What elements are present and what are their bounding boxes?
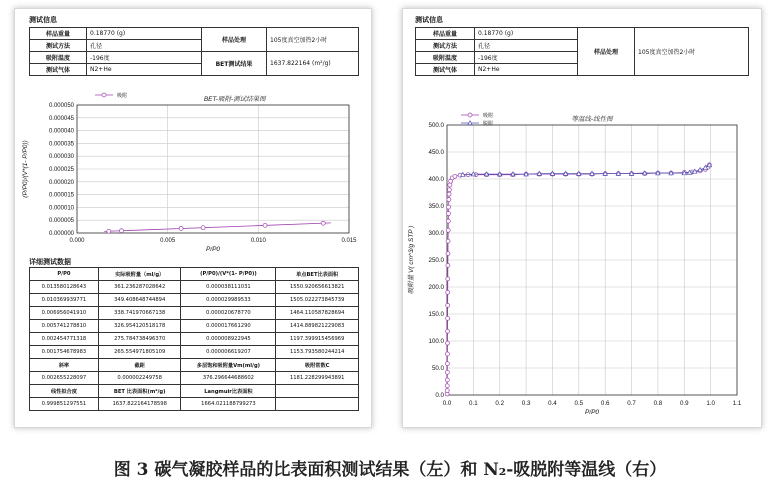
data-point bbox=[446, 239, 450, 243]
x-tick-label: 0.010 bbox=[250, 238, 266, 244]
summary-cell: Langmuir比表面积 bbox=[181, 385, 276, 398]
table-row bbox=[30, 346, 359, 359]
table-cell: 0.000008922945 bbox=[181, 333, 276, 346]
legend-marker bbox=[468, 113, 472, 117]
summary-cell: 0.000002249758 bbox=[98, 372, 181, 385]
x-tick-label: 1.1 bbox=[732, 400, 742, 407]
legend-label: 吸附 bbox=[117, 93, 128, 99]
detail-header-2: (P/P0)/(V*(1- P/P0)) bbox=[181, 268, 276, 281]
y-tick-label: 100.0 bbox=[428, 338, 444, 345]
summary-cell: 线性拟合度 bbox=[30, 385, 99, 398]
y-tick-label: 350.0 bbox=[428, 203, 444, 210]
y-tick-label: 300.0 bbox=[428, 230, 444, 237]
table-cell: 1550.920656613821 bbox=[276, 281, 359, 294]
detail-table bbox=[29, 267, 359, 411]
y-tick-label: 400.0 bbox=[428, 176, 444, 183]
x-tick-label: 0.7 bbox=[627, 400, 636, 407]
x-tick-label: 0.000 bbox=[69, 238, 85, 244]
y-tick-label: 0.000050 bbox=[48, 103, 74, 109]
y-tick-label: 500.0 bbox=[428, 122, 444, 129]
y-axis-label: (P/P0)/(V*(1- P/P0)) bbox=[22, 140, 29, 198]
temp-value: -196度 bbox=[475, 52, 578, 64]
method-label: 测试方法 bbox=[416, 40, 475, 52]
method-label: 测试方法 bbox=[30, 40, 87, 52]
chart-title: 等温线-线性图 bbox=[571, 116, 613, 123]
data-point bbox=[446, 219, 450, 223]
y-tick-label: 0.000035 bbox=[48, 141, 74, 148]
detail-header-1: 实际吸附量（ml/g） bbox=[98, 268, 181, 281]
summary-cell: 376.296644688602 bbox=[181, 372, 276, 385]
data-point bbox=[446, 212, 450, 216]
table-cell: 0.000020678770 bbox=[181, 307, 276, 320]
x-tick-label: 0.9 bbox=[679, 400, 689, 407]
treat-value: 105度真空加热2小时 bbox=[267, 28, 359, 52]
gas-label: 测试气体 bbox=[30, 64, 87, 76]
series-line-0 bbox=[447, 165, 709, 394]
y-tick-label: 250.0 bbox=[428, 257, 444, 264]
x-tick-label: 1.0 bbox=[706, 400, 715, 407]
data-point bbox=[263, 223, 267, 227]
gas-value: N2+He bbox=[87, 64, 202, 76]
table-cell: 338.741970667138 bbox=[98, 307, 181, 320]
fit-line bbox=[104, 223, 331, 231]
table-cell: 0.010369939771 bbox=[30, 294, 99, 307]
table-cell: 0.000006619207 bbox=[181, 346, 276, 359]
table-cell: 0.000017661290 bbox=[181, 320, 276, 333]
figure-caption: 图 3 碳气凝胶样品的比表面积测试结果（左）和 N₂-吸脱附等温线（右） bbox=[113, 460, 667, 480]
summary-cell: 吸附常数C bbox=[276, 359, 359, 372]
table-row bbox=[30, 307, 359, 320]
data-point bbox=[445, 378, 449, 382]
y-tick-label: 0.000010 bbox=[48, 205, 74, 212]
summary-cell: 0.999851297551 bbox=[30, 398, 99, 411]
x-tick-label: 0.015 bbox=[341, 238, 357, 244]
x-tick-label: 0.8 bbox=[653, 400, 663, 407]
mass-value: 0.18770 (g) bbox=[87, 28, 202, 40]
table-row bbox=[30, 294, 359, 307]
bet-label: BET测试结果 bbox=[202, 52, 267, 76]
gas-value: N2+He bbox=[475, 64, 578, 76]
mass-label: 样品重量 bbox=[416, 28, 475, 40]
treat-label: 样品处理 bbox=[202, 28, 267, 52]
temp-label: 吸附温度 bbox=[30, 52, 87, 64]
table-row bbox=[30, 281, 359, 294]
method-value: 孔径 bbox=[87, 40, 202, 52]
data-point bbox=[445, 352, 449, 356]
chart-title: BET-吸附-测试结果图 bbox=[203, 96, 266, 103]
summary-cell: 斜率 bbox=[30, 359, 99, 372]
summary-cell: 1181.228299943891 bbox=[276, 372, 359, 385]
y-tick-label: 200.0 bbox=[428, 284, 444, 291]
data-point bbox=[446, 329, 450, 333]
temp-label: 吸附温度 bbox=[416, 52, 475, 64]
gas-label: 测试气体 bbox=[416, 64, 475, 76]
summary-row bbox=[30, 385, 359, 398]
right-report-panel bbox=[402, 8, 762, 428]
x-tick-label: 0.1 bbox=[469, 400, 478, 407]
y-tick-label: 0.000000 bbox=[48, 231, 74, 237]
summary-row bbox=[30, 359, 359, 372]
summary-cell: 1637.822164178598 bbox=[98, 398, 181, 411]
right-info-title: 测试信息 bbox=[415, 16, 443, 24]
data-point bbox=[179, 226, 183, 230]
x-tick-label: 0.2 bbox=[495, 400, 505, 407]
mass-value: 0.18770 (g) bbox=[475, 28, 578, 40]
table-cell: 265.554971805109 bbox=[98, 346, 181, 359]
table-row bbox=[30, 320, 359, 333]
data-point bbox=[447, 198, 451, 202]
data-point bbox=[120, 229, 124, 233]
table-cell: 0.006956041910 bbox=[30, 307, 99, 320]
data-point bbox=[445, 389, 449, 393]
legend-label: 吸附 bbox=[483, 113, 494, 119]
detail-header-0: P/P0 bbox=[30, 268, 99, 281]
right-info-table bbox=[415, 27, 749, 76]
data-point bbox=[446, 341, 450, 345]
data-point bbox=[107, 229, 111, 233]
x-tick-label: 0.5 bbox=[574, 400, 584, 407]
summary-row bbox=[30, 372, 359, 385]
detail-title: 详细测试数据 bbox=[29, 258, 71, 266]
summary-cell: 1664.021188799273 bbox=[181, 398, 276, 411]
mass-label: 样品重量 bbox=[30, 28, 87, 40]
x-axis-label: P/P0 bbox=[584, 409, 600, 416]
y-tick-label: 0.000040 bbox=[48, 128, 74, 135]
y-tick-label: 0.000020 bbox=[48, 179, 74, 186]
table-cell: 1197.399915456969 bbox=[276, 333, 359, 346]
table-cell: 1414.889821229083 bbox=[276, 320, 359, 333]
table-cell: 1505.022273845739 bbox=[276, 294, 359, 307]
data-point bbox=[446, 263, 450, 267]
bet-value: 1637.822164 (m²/g) bbox=[267, 52, 359, 76]
table-cell: 0.000038111031 bbox=[181, 281, 276, 294]
treat-label: 样品处理 bbox=[578, 28, 635, 76]
table-cell: 349.408648744894 bbox=[98, 294, 181, 307]
data-point bbox=[445, 370, 449, 374]
table-cell: 1464.110587828694 bbox=[276, 307, 359, 320]
summary-cell bbox=[276, 385, 359, 398]
left-info-title: 测试信息 bbox=[29, 16, 57, 24]
summary-cell: BET 比表面积(m²/g) bbox=[98, 385, 181, 398]
data-point bbox=[448, 183, 452, 187]
data-point bbox=[446, 252, 450, 256]
data-point bbox=[447, 188, 451, 192]
summary-cell: 截距 bbox=[98, 359, 181, 372]
data-point bbox=[447, 205, 451, 209]
data-point bbox=[321, 221, 325, 225]
table-cell: 0.002454771318 bbox=[30, 333, 99, 346]
y-tick-label: 0.000045 bbox=[48, 115, 74, 122]
data-point bbox=[447, 192, 451, 196]
table-cell: 361.236287028642 bbox=[98, 281, 181, 294]
table-cell: 326.954120518178 bbox=[98, 320, 181, 333]
y-tick-label: 0.000030 bbox=[48, 154, 74, 161]
data-point bbox=[453, 174, 457, 178]
table-cell: 275.784738496370 bbox=[98, 333, 181, 346]
data-point bbox=[445, 362, 449, 366]
table-cell: 0.005741278810 bbox=[30, 320, 99, 333]
table-cell: 0.000029989533 bbox=[181, 294, 276, 307]
summary-cell: 0.002655228097 bbox=[30, 372, 99, 385]
y-tick-label: 450.0 bbox=[428, 149, 444, 156]
temp-value: -196度 bbox=[87, 52, 202, 64]
data-point bbox=[445, 384, 449, 388]
legend-marker bbox=[102, 93, 106, 97]
data-point bbox=[446, 228, 450, 232]
x-tick-label: 0.6 bbox=[600, 400, 610, 407]
data-point bbox=[446, 290, 450, 294]
y-tick-label: 0.0 bbox=[435, 392, 444, 399]
isotherm-chart bbox=[403, 85, 761, 425]
left-report-panel bbox=[14, 8, 372, 428]
table-cell: 0.013580128643 bbox=[30, 281, 99, 294]
y-tick-label: 0.000025 bbox=[48, 167, 74, 173]
y-tick-label: 0.000005 bbox=[48, 218, 74, 225]
y-tick-label: 0.000015 bbox=[48, 192, 74, 199]
summary-cell bbox=[276, 398, 359, 411]
legend-label: 脱附 bbox=[483, 121, 494, 127]
table-row bbox=[30, 333, 359, 346]
x-axis-label: P/P0 bbox=[205, 246, 221, 253]
y-tick-label: 50.0 bbox=[431, 365, 444, 372]
treat-value: 105度真空加热2小时 bbox=[635, 28, 749, 76]
y-axis-label: 吸附量 V( cm^3/g STP ) bbox=[408, 225, 415, 295]
table-cell: 0.001754678983 bbox=[30, 346, 99, 359]
summary-row bbox=[30, 398, 359, 411]
detail-header-3: 单点BET比表面积 bbox=[276, 268, 359, 281]
method-value: 孔径 bbox=[475, 40, 578, 52]
data-point bbox=[201, 226, 205, 230]
table-cell: 1153.793580244214 bbox=[276, 346, 359, 359]
y-tick-label: 150.0 bbox=[428, 311, 444, 318]
data-point bbox=[446, 303, 450, 307]
summary-cell: 多层饱和吸附量Vm(ml/g) bbox=[181, 359, 276, 372]
x-tick-label: 0.3 bbox=[521, 400, 531, 407]
bet-chart bbox=[15, 89, 371, 254]
data-point bbox=[446, 316, 450, 320]
x-tick-label: 0.005 bbox=[160, 238, 176, 244]
x-tick-label: 0.4 bbox=[548, 400, 557, 407]
x-tick-label: 0.0 bbox=[442, 400, 452, 407]
left-info-table bbox=[29, 27, 359, 76]
data-point bbox=[446, 277, 450, 281]
